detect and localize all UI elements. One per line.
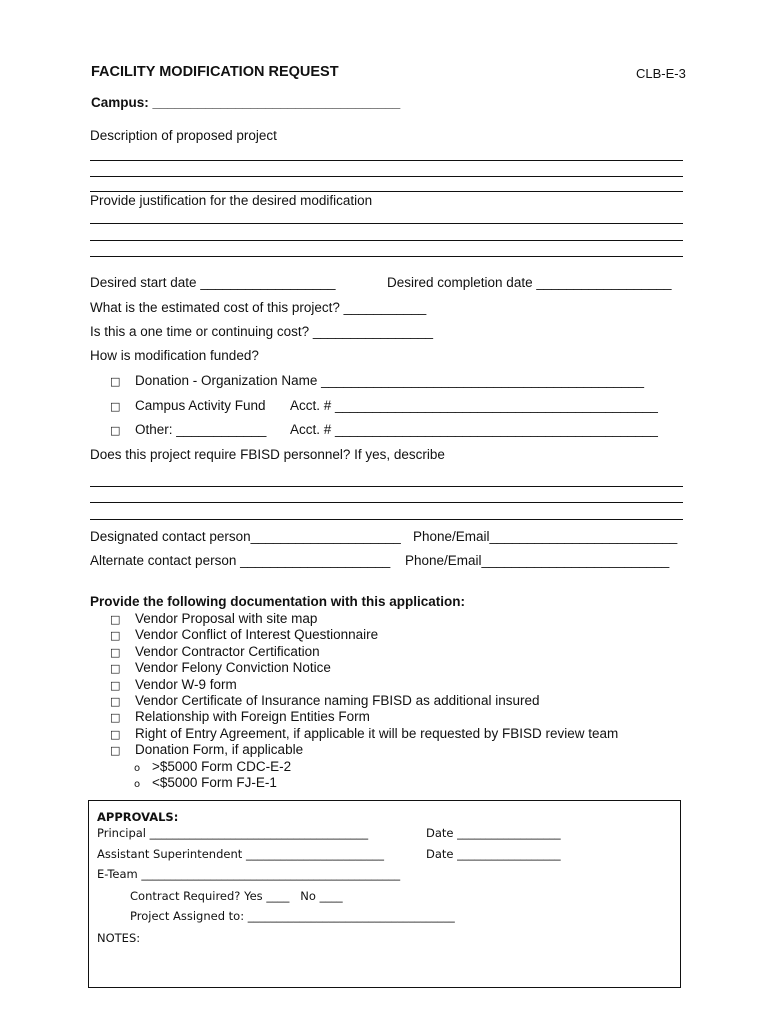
funding-option-donation: □ Donation - Organization Name ___________________________________________	[110, 373, 644, 388]
campus-label: Campus: _________________________________	[91, 95, 401, 110]
notes-label: NOTES:	[97, 931, 141, 945]
checkbox-activity-fund[interactable]: □	[110, 400, 121, 413]
asst-date-field[interactable]: __________________	[457, 847, 561, 861]
designated-phone-row: Phone/Email_________________________	[413, 529, 678, 544]
documentation-checkbox[interactable]: □	[110, 613, 121, 626]
documentation-checkbox[interactable]: □	[110, 711, 121, 725]
contract-no-field[interactable]: ____	[319, 889, 343, 903]
other-acct: Acct. # ___________________________________________	[290, 422, 658, 437]
description-line-1[interactable]	[90, 160, 683, 161]
justification-line-2[interactable]	[90, 240, 683, 241]
funding-option-other: □ Other: ____________	[110, 422, 267, 437]
eteam-signature-field[interactable]: _____________________________________________	[141, 867, 401, 881]
contract-yes-field[interactable]: ____	[266, 889, 290, 903]
documentation-sub-item	[134, 759, 291, 774]
bullet-icon: o	[134, 762, 141, 774]
principal-date-field[interactable]: __________________	[457, 826, 561, 840]
bullet-icon: o	[134, 779, 141, 790]
alternate-phone-field[interactable]: _________________________	[481, 553, 670, 568]
documentation-item	[110, 644, 320, 659]
start-date-row: Desired start date __________________	[90, 275, 336, 290]
checkbox-donation[interactable]: □	[110, 375, 121, 388]
justification-line-3[interactable]	[90, 256, 683, 257]
designated-phone-field[interactable]: _________________________	[489, 529, 678, 544]
documentation-item-label: Right of Entry Agreement, if applicable it will be requested by FBISD review team	[135, 725, 619, 741]
documentation-item	[110, 611, 317, 626]
documentation-checkbox[interactable]: □	[110, 629, 121, 643]
description-line-3[interactable]	[90, 191, 683, 192]
other-field[interactable]: ____________	[176, 422, 267, 437]
eteam-row: E-Team _____________________________________________	[97, 867, 401, 881]
documentation-item-label: Donation Form, if applicable	[135, 742, 304, 758]
checkbox-other[interactable]: □	[110, 424, 121, 437]
documentation-checkbox[interactable]: □	[110, 645, 121, 659]
documentation-item-label: Vendor Proposal with site map	[135, 611, 318, 626]
asst-superintendent-signature-field[interactable]: ________________________	[245, 847, 384, 861]
approvals-heading: APPROVALS:	[97, 810, 179, 824]
contract-required-row: Contract Required? Yes ____ No ____	[130, 889, 343, 903]
completion-date-row: Desired completion date __________________	[387, 275, 672, 290]
funding-question: How is modification funded?	[90, 348, 259, 363]
cost-type-field[interactable]: ________________	[312, 324, 434, 339]
personnel-line-3[interactable]	[90, 519, 683, 520]
project-assigned-row: Project Assigned to: ____________________________________	[130, 909, 455, 923]
estimated-cost-field[interactable]: ___________	[343, 300, 427, 315]
alternate-contact-row: Alternate contact person ____________________	[90, 553, 391, 568]
other-acct-field[interactable]: ___________________________________________	[335, 422, 658, 437]
alternate-contact-field[interactable]: ____________________	[240, 553, 391, 568]
documentation-checkbox[interactable]: □	[110, 678, 121, 692]
justification-label: Provide justification for the desired modification	[90, 193, 373, 208]
documentation-item-label: Vendor Certificate of Insurance naming FBISD as additional insured	[135, 693, 540, 708]
cost-type-row: Is this a one time or continuing cost? ________________	[90, 324, 434, 339]
form-code: CLB-E-3	[636, 66, 686, 81]
form-title: FACILITY MODIFICATION REQUEST	[91, 64, 339, 80]
activity-fund-acct: Acct. # ___________________________________________	[290, 398, 658, 413]
documentation-heading: Provide the following documentation with this application:	[90, 594, 466, 609]
activity-fund-acct-field[interactable]: ___________________________________________	[335, 398, 658, 413]
documentation-item	[110, 742, 303, 757]
principal-signature-field[interactable]: ______________________________________	[149, 826, 369, 840]
documentation-item	[110, 709, 370, 724]
project-assigned-field[interactable]: ____________________________________	[247, 909, 455, 923]
justification-line-1[interactable]	[90, 223, 683, 224]
documentation-item	[110, 660, 331, 675]
organization-name-field[interactable]: ___________________________________________	[321, 373, 644, 388]
description-line-2[interactable]	[90, 176, 683, 177]
asst-superintendent-row: Assistant Superintendent ________________________	[97, 847, 384, 861]
documentation-checkbox[interactable]: □	[110, 662, 121, 676]
documentation-item	[110, 693, 539, 708]
alternate-phone-row: Phone/Email_________________________	[405, 553, 670, 568]
completion-date-field[interactable]: __________________	[536, 275, 672, 290]
personnel-line-1[interactable]	[90, 486, 683, 487]
documentation-checkbox[interactable]: □	[110, 744, 121, 758]
designated-contact-field[interactable]: ____________________	[250, 529, 401, 544]
personnel-question: Does this project require FBISD personnel? If yes, describe	[90, 447, 445, 462]
documentation-checkbox[interactable]: □	[110, 727, 121, 741]
documentation-item	[110, 726, 618, 741]
principal-row: Principal ______________________________________	[97, 826, 369, 840]
documentation-item-label: Vendor W-9 form	[135, 676, 237, 692]
personnel-line-2[interactable]	[90, 502, 683, 503]
documentation-item	[110, 627, 378, 642]
documentation-item-label: Vendor Conflict of Interest Questionnaire	[135, 627, 379, 643]
asst-date-row: Date __________________	[426, 847, 561, 861]
documentation-item-label: Relationship with Foreign Entities Form	[135, 709, 370, 725]
documentation-sub-item	[134, 775, 277, 790]
documentation-item-label: Vendor Felony Conviction Notice	[135, 660, 331, 676]
documentation-checkbox[interactable]: □	[110, 695, 121, 708]
funding-option-activity-fund: □ Campus Activity Fund	[110, 398, 266, 413]
documentation-item-label: Vendor Contractor Certification	[135, 643, 320, 659]
description-label: Description of proposed project	[90, 128, 277, 143]
documentation-sub-item-label: <$5000 Form FJ-E-1	[152, 775, 277, 790]
documentation-item	[110, 677, 237, 692]
principal-date-row: Date __________________	[426, 826, 561, 840]
designated-contact-row: Designated contact person____________________	[90, 529, 401, 544]
estimated-cost-row: What is the estimated cost of this project? ___________	[90, 300, 427, 315]
start-date-field[interactable]: __________________	[200, 275, 336, 290]
campus-field[interactable]: _________________________________	[152, 95, 401, 110]
documentation-sub-item-label: >$5000 Form CDC-E-2	[152, 758, 292, 774]
